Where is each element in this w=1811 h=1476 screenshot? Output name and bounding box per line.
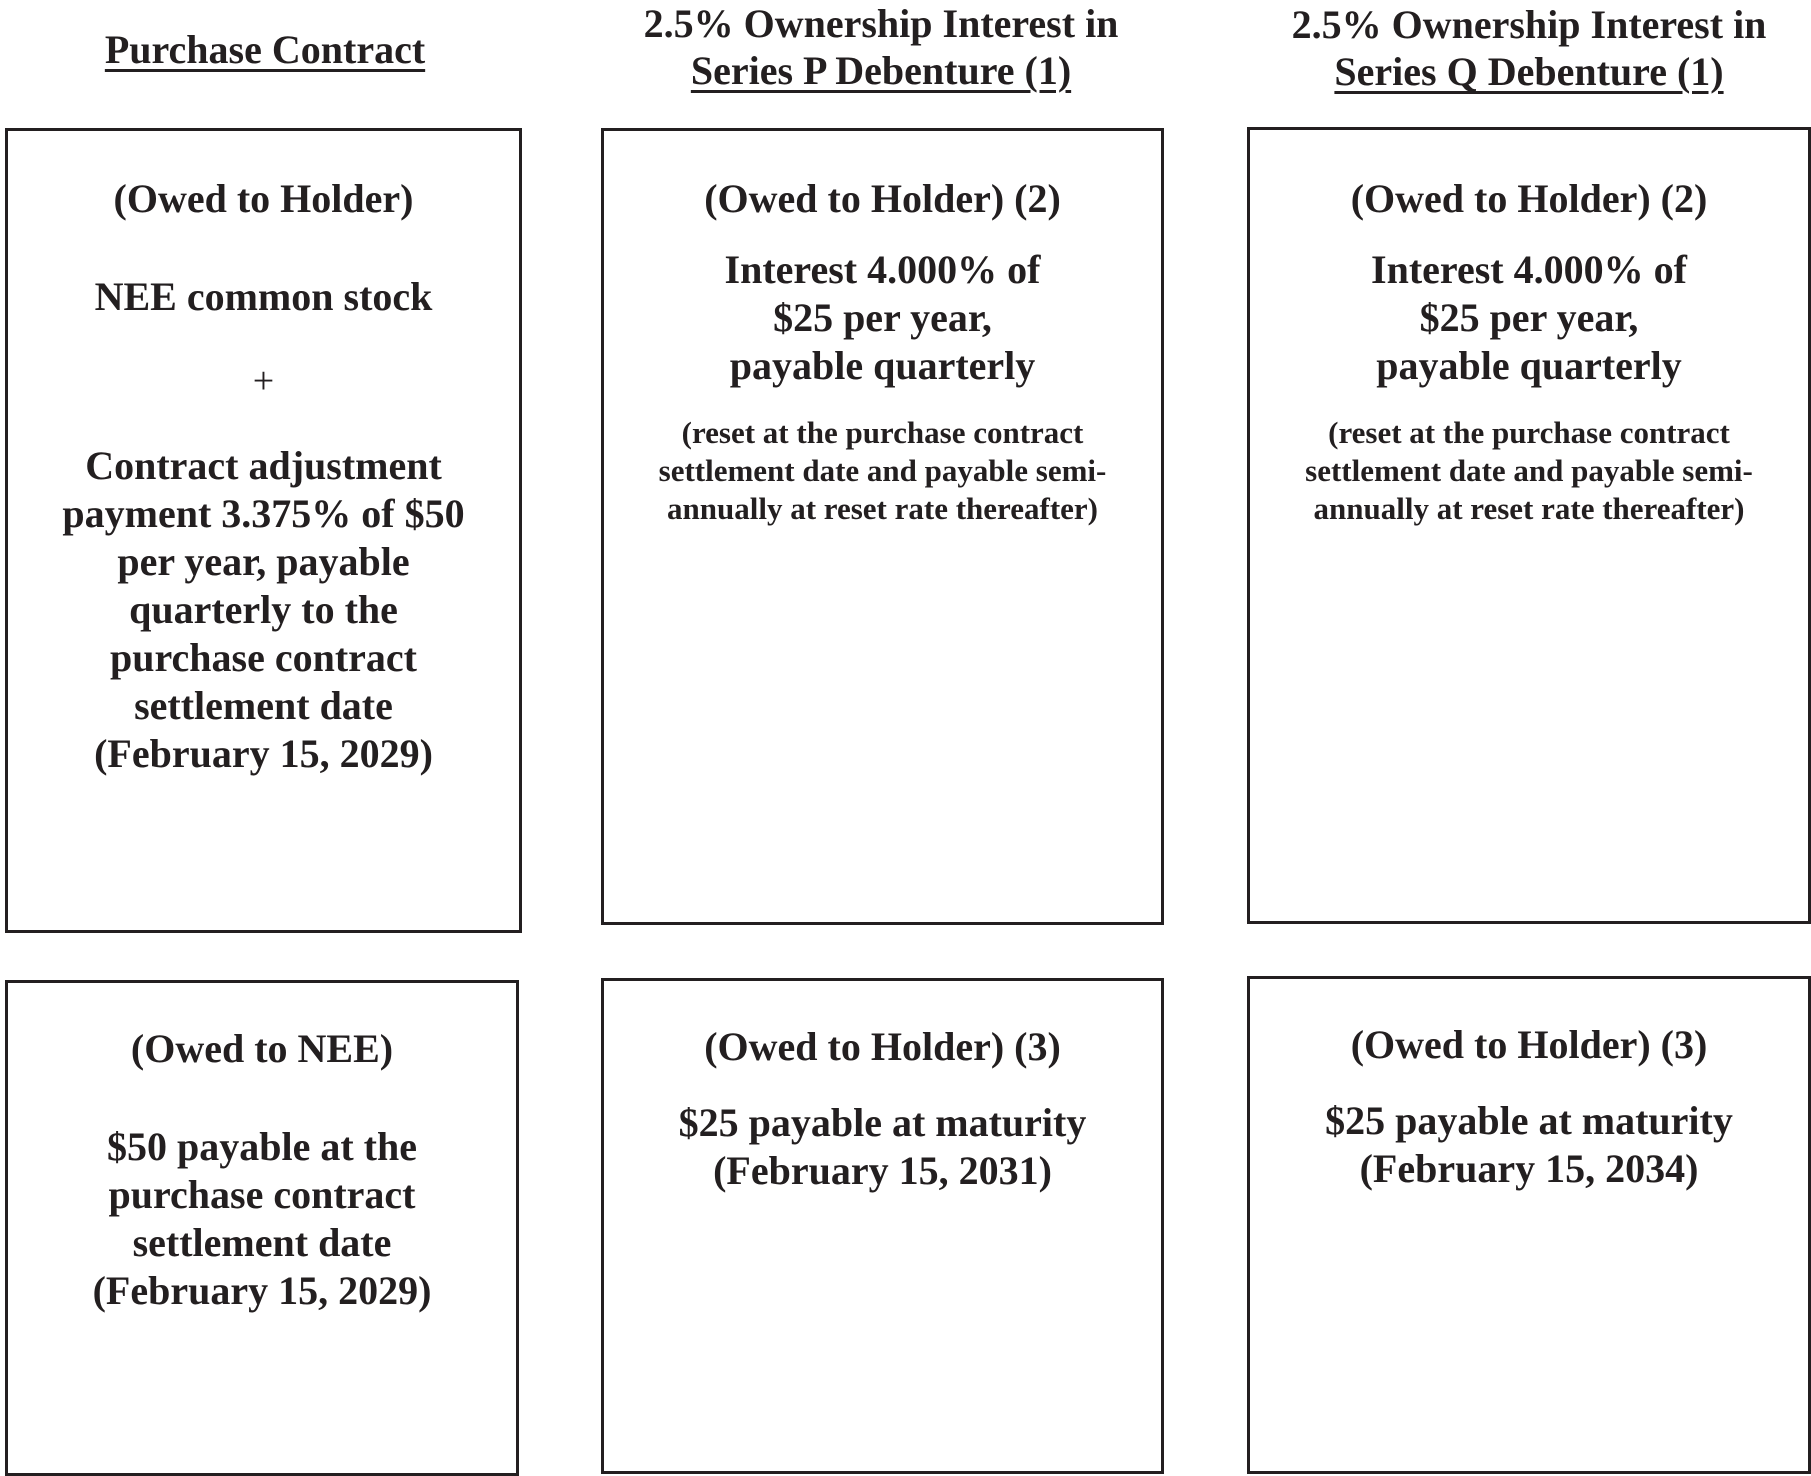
contract-adjustment-line: Contract adjustment [85, 443, 442, 488]
reset-note-line: annually at reset rate thereafter) [667, 491, 1098, 526]
contract-adjustment-line: purchase contract [110, 635, 417, 680]
interest-line: payable quarterly [1376, 343, 1682, 388]
series-p-header [596, 0, 1166, 94]
series-p-holder-interest-box [601, 128, 1164, 925]
purchase-contract-holder-box [5, 128, 522, 933]
payment-line: (February 15, 2029) [92, 1268, 432, 1313]
interest-line: Interest 4.000% of [724, 247, 1041, 292]
owed-label: (Owed to Holder) (2) [1350, 176, 1708, 221]
contract-adjustment-line: (February 15, 2029) [94, 731, 433, 776]
owed-label: (Owed to Holder) [113, 176, 414, 221]
reset-note-line: (reset at the purchase contract [1328, 415, 1730, 450]
interest-line: $25 per year, [1419, 295, 1639, 340]
series-q-header [1244, 1, 1811, 95]
payment-line: purchase contract [108, 1172, 416, 1217]
contract-adjustment-line: payment 3.375% of $50 [62, 491, 465, 536]
purchase-contract-header-title: Purchase Contract [104, 27, 426, 72]
maturity-line: $25 payable at maturity [678, 1100, 1087, 1145]
reset-note-line: settlement date and payable semi- [1305, 453, 1753, 488]
maturity-line: (February 15, 2031) [713, 1148, 1052, 1193]
maturity-line: (February 15, 2034) [1359, 1146, 1699, 1191]
interest-line: Interest 4.000% of [1371, 247, 1687, 292]
contract-adjustment-line: settlement date [134, 683, 393, 728]
contract-adjustment-line: per year, payable [117, 539, 410, 584]
purchase-contract-nee-box [5, 980, 519, 1476]
payment-line: settlement date [132, 1220, 392, 1265]
owed-label: (Owed to Holder) (3) [1350, 1022, 1708, 1067]
series-p-maturity-box [601, 978, 1164, 1474]
series-q-header-line2: Series Q Debenture (1) [1334, 49, 1724, 94]
owed-label: (Owed to Holder) (2) [704, 176, 1061, 221]
owed-label: (Owed to NEE) [130, 1026, 394, 1071]
interest-line: $25 per year, [773, 295, 992, 340]
nee-common-stock: NEE common stock [94, 274, 433, 319]
contract-adjustment-line: quarterly to the [129, 587, 398, 632]
interest-line: payable quarterly [729, 343, 1036, 388]
series-p-header-line2: Series P Debenture (1) [690, 48, 1072, 93]
owed-label: (Owed to Holder) (3) [704, 1024, 1061, 1069]
reset-note-line: (reset at the purchase contract [681, 415, 1084, 450]
plus-sign: + [252, 360, 275, 402]
series-q-header-line1: 2.5% Ownership Interest in [1291, 2, 1767, 47]
maturity-line: $25 payable at maturity [1325, 1098, 1733, 1143]
reset-note-line: settlement date and payable semi- [658, 453, 1107, 488]
payment-line: $50 payable at the [107, 1124, 417, 1169]
series-p-header-line1: 2.5% Ownership Interest in [643, 1, 1119, 46]
series-q-maturity-box [1247, 976, 1811, 1474]
purchase-contract-header [0, 26, 530, 73]
series-q-holder-interest-box [1247, 127, 1811, 924]
reset-note-line: annually at reset rate thereafter) [1313, 491, 1745, 526]
